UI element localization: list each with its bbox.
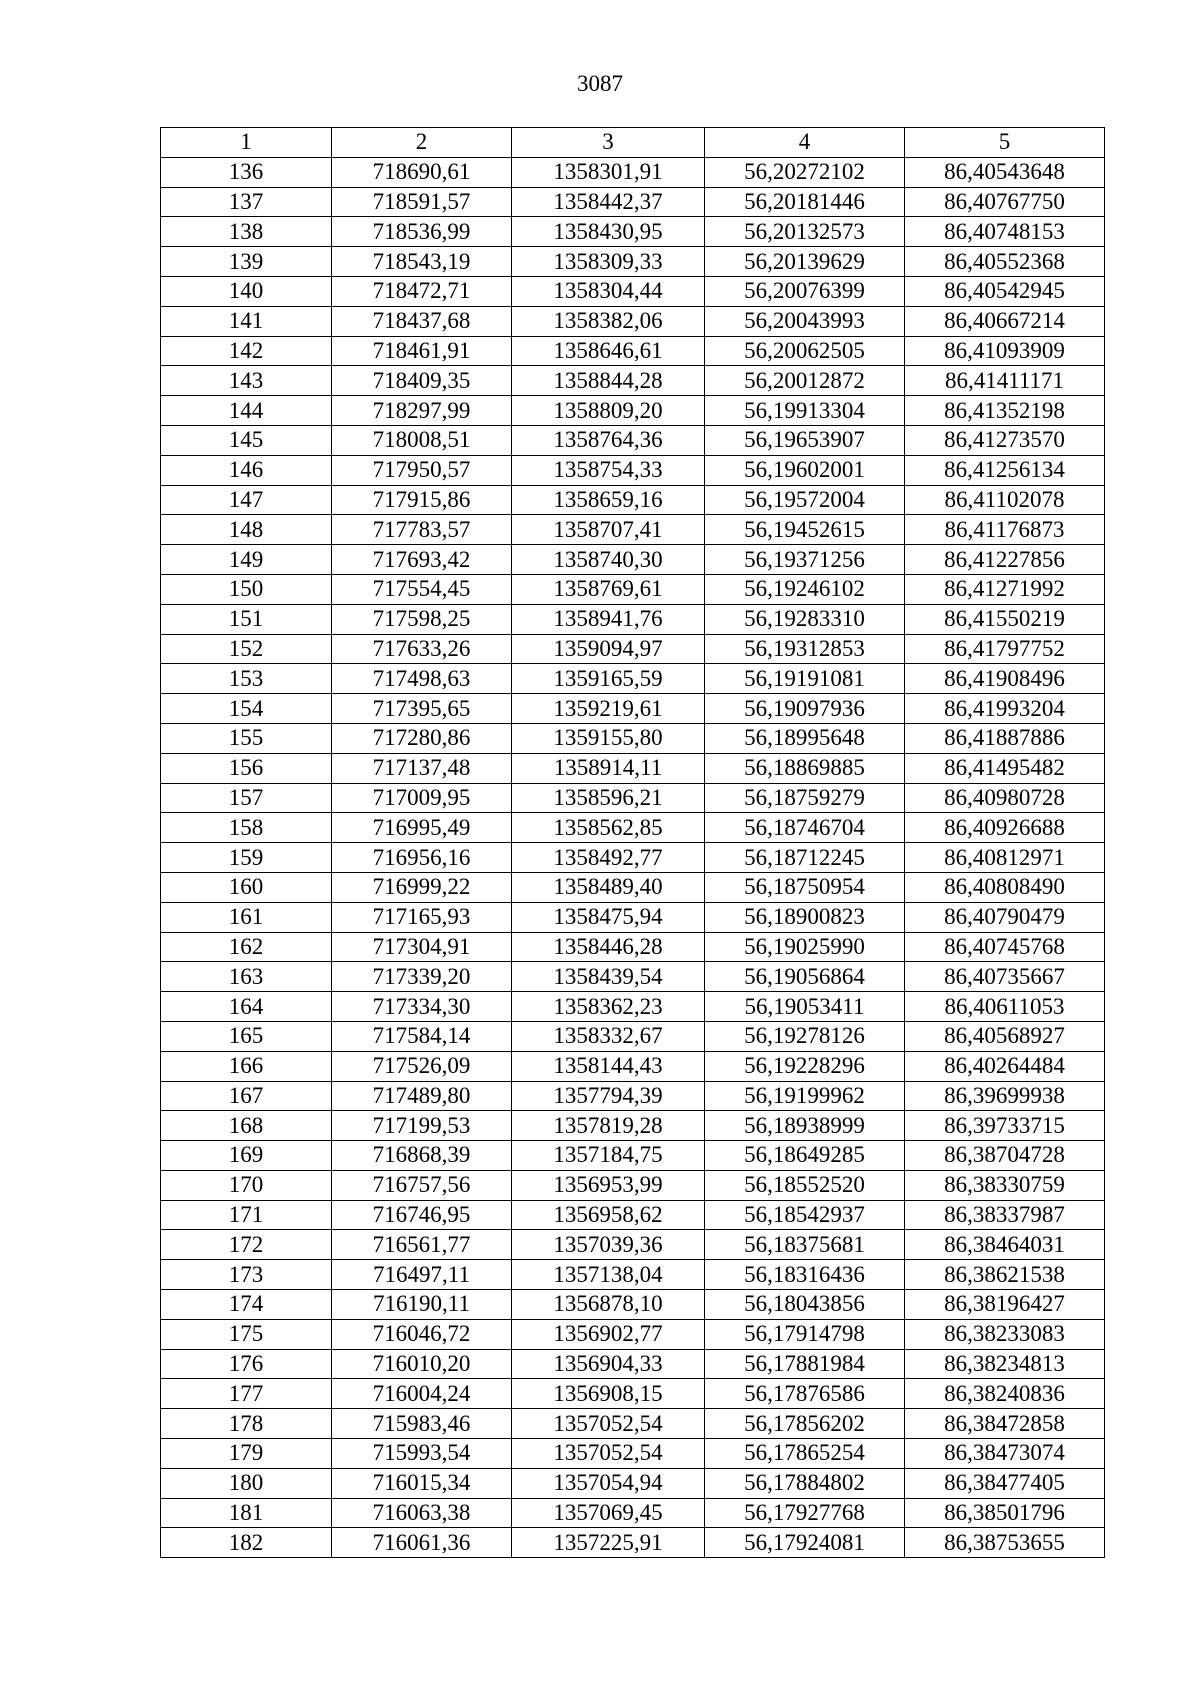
table-row: [161, 425, 1105, 455]
table-cell-col-4: 56,20272102: [705, 157, 905, 187]
table-cell-col-5: 86,40568927: [905, 1021, 1105, 1051]
header-row: [161, 128, 1105, 158]
table-row: [161, 1379, 1105, 1409]
table-cell-col-1: 144: [161, 396, 332, 426]
table-cell-col-2: 716004,24: [332, 1379, 512, 1409]
table-row: [161, 306, 1105, 336]
table-cell-col-1: 178: [161, 1409, 332, 1439]
table-row: [161, 1468, 1105, 1498]
table-cell-col-1: 137: [161, 187, 332, 217]
table-cell-col-5: 86,38621538: [905, 1260, 1105, 1290]
table-cell-col-5: 86,41887886: [905, 723, 1105, 753]
table-cell-col-4: 56,17914798: [705, 1319, 905, 1349]
table-cell-col-2: 716561,77: [332, 1230, 512, 1260]
table-cell-col-3: 1358446,28: [512, 932, 705, 962]
table-cell-col-5: 86,38337987: [905, 1200, 1105, 1230]
table-cell-col-2: 716010,20: [332, 1349, 512, 1379]
table-cell-col-5: 86,41102078: [905, 485, 1105, 515]
table-cell-col-1: 172: [161, 1230, 332, 1260]
table-cell-col-2: 717199,53: [332, 1111, 512, 1141]
table-cell-col-1: 140: [161, 276, 332, 306]
table-cell-col-1: 174: [161, 1290, 332, 1320]
table-cell-col-2: 716063,38: [332, 1498, 512, 1528]
table-cell-col-3: 1357184,75: [512, 1141, 705, 1171]
table-row: [161, 753, 1105, 783]
table-cell-col-5: 86,41271992: [905, 574, 1105, 604]
table-cell-col-4: 56,18938999: [705, 1111, 905, 1141]
table-cell-col-1: 167: [161, 1081, 332, 1111]
table-cell-col-2: 716497,11: [332, 1260, 512, 1290]
table-cell-col-1: 177: [161, 1379, 332, 1409]
table-cell-col-1: 182: [161, 1528, 332, 1558]
table-row: [161, 932, 1105, 962]
table-cell-col-2: 718461,91: [332, 336, 512, 366]
table-cell-col-3: 1358596,21: [512, 783, 705, 813]
table-cell-col-5: 86,38464031: [905, 1230, 1105, 1260]
table-cell-col-1: 158: [161, 813, 332, 843]
table-cell-col-4: 56,17856202: [705, 1409, 905, 1439]
table-cell-col-3: 1357052,54: [512, 1409, 705, 1439]
table-cell-col-4: 56,18043856: [705, 1290, 905, 1320]
table-cell-col-4: 56,19283310: [705, 604, 905, 634]
table-row: [161, 1170, 1105, 1200]
table-cell-col-3: 1358492,77: [512, 843, 705, 873]
table-cell-col-2: 717584,14: [332, 1021, 512, 1051]
table-cell-col-5: 86,38501796: [905, 1498, 1105, 1528]
table-cell-col-3: 1358646,61: [512, 336, 705, 366]
table-row: [161, 1319, 1105, 1349]
table-cell-col-2: 717498,63: [332, 664, 512, 694]
table-row: [161, 545, 1105, 575]
table-row: [161, 813, 1105, 843]
table-cell-col-4: 56,20132573: [705, 217, 905, 247]
table-cell-col-1: 149: [161, 545, 332, 575]
table-row: [161, 1528, 1105, 1558]
table-cell-col-3: 1357052,54: [512, 1439, 705, 1469]
table-cell-col-3: 1358754,33: [512, 455, 705, 485]
table-cell-col-4: 56,17881984: [705, 1349, 905, 1379]
table-cell-col-5: 86,38234813: [905, 1349, 1105, 1379]
table-row: [161, 455, 1105, 485]
table-cell-col-1: 169: [161, 1141, 332, 1171]
table-cell-col-1: 145: [161, 425, 332, 455]
table-cell-col-4: 56,18712245: [705, 843, 905, 873]
table-cell-col-1: 156: [161, 753, 332, 783]
table-cell-col-3: 1357794,39: [512, 1081, 705, 1111]
table-cell-col-5: 86,41227856: [905, 545, 1105, 575]
table-cell-col-3: 1358301,91: [512, 157, 705, 187]
table-cell-col-2: 717915,86: [332, 485, 512, 515]
table-row: [161, 962, 1105, 992]
table-cell-col-5: 86,40543648: [905, 157, 1105, 187]
table-cell-col-3: 1356908,15: [512, 1379, 705, 1409]
table-row: [161, 366, 1105, 396]
table-cell-col-3: 1358439,54: [512, 962, 705, 992]
table-row: [161, 1260, 1105, 1290]
table-cell-col-5: 86,38330759: [905, 1170, 1105, 1200]
table-row: [161, 1200, 1105, 1230]
table-cell-col-3: 1358382,06: [512, 306, 705, 336]
table-cell-col-4: 56,19602001: [705, 455, 905, 485]
table-cell-col-1: 165: [161, 1021, 332, 1051]
table-cell-col-4: 56,20043993: [705, 306, 905, 336]
table-row: [161, 515, 1105, 545]
table-cell-col-2: 717633,26: [332, 634, 512, 664]
table-row: [161, 604, 1105, 634]
table-cell-col-1: 152: [161, 634, 332, 664]
table-cell-col-2: 718409,35: [332, 366, 512, 396]
table-cell-col-2: 716868,39: [332, 1141, 512, 1171]
table-cell-col-2: 718008,51: [332, 425, 512, 455]
table-cell-col-4: 56,19025990: [705, 932, 905, 962]
table-cell-col-2: 718690,61: [332, 157, 512, 187]
table-cell-col-4: 56,18759279: [705, 783, 905, 813]
table-cell-col-2: 717598,25: [332, 604, 512, 634]
table-cell-col-3: 1357039,36: [512, 1230, 705, 1260]
table-row: [161, 1141, 1105, 1171]
table-cell-col-5: 86,41273570: [905, 425, 1105, 455]
table-cell-col-4: 56,19199962: [705, 1081, 905, 1111]
table-cell-col-5: 86,40926688: [905, 813, 1105, 843]
table-cell-col-3: 1357225,91: [512, 1528, 705, 1558]
table-cell-col-4: 56,18746704: [705, 813, 905, 843]
table-row: [161, 1021, 1105, 1051]
table-cell-col-2: 718591,57: [332, 187, 512, 217]
table-cell-col-5: 86,41993204: [905, 694, 1105, 724]
table-cell-col-3: 1358914,11: [512, 753, 705, 783]
table-cell-col-2: 716995,49: [332, 813, 512, 843]
table-cell-col-4: 56,17927768: [705, 1498, 905, 1528]
table-row: [161, 574, 1105, 604]
table-cell-col-5: 86,40808490: [905, 872, 1105, 902]
table-cell-col-2: 717009,95: [332, 783, 512, 813]
column-header-4: 4: [705, 128, 905, 158]
table-cell-col-1: 151: [161, 604, 332, 634]
table-cell-col-1: 147: [161, 485, 332, 515]
table-cell-col-5: 86,40790479: [905, 902, 1105, 932]
table-cell-col-1: 159: [161, 843, 332, 873]
table-cell-col-5: 86,39733715: [905, 1111, 1105, 1141]
table-cell-col-4: 56,19053411: [705, 992, 905, 1022]
table-cell-col-4: 56,19278126: [705, 1021, 905, 1051]
table-cell-col-5: 86,40264484: [905, 1051, 1105, 1081]
table-cell-col-5: 86,38472858: [905, 1409, 1105, 1439]
table-cell-col-1: 180: [161, 1468, 332, 1498]
table-cell-col-5: 86,40812971: [905, 843, 1105, 873]
table-cell-col-5: 86,41908496: [905, 664, 1105, 694]
table-cell-col-2: 716956,16: [332, 843, 512, 873]
column-header-3: 3: [512, 128, 705, 158]
table-cell-col-1: 142: [161, 336, 332, 366]
table-cell-col-3: 1358659,16: [512, 485, 705, 515]
table-cell-col-5: 86,41550219: [905, 604, 1105, 634]
table-cell-col-1: 162: [161, 932, 332, 962]
table-cell-col-1: 150: [161, 574, 332, 604]
table-cell-col-1: 168: [161, 1111, 332, 1141]
table-row: [161, 783, 1105, 813]
table-row: [161, 872, 1105, 902]
table-cell-col-3: 1358309,33: [512, 247, 705, 277]
table-cell-col-5: 86,40542945: [905, 276, 1105, 306]
table-cell-col-2: 716190,11: [332, 1290, 512, 1320]
table-cell-col-3: 1358844,28: [512, 366, 705, 396]
table-body: [161, 157, 1105, 1557]
table-cell-col-3: 1356904,33: [512, 1349, 705, 1379]
table-cell-col-2: 718543,19: [332, 247, 512, 277]
table-cell-col-4: 56,19191081: [705, 664, 905, 694]
table-cell-col-1: 146: [161, 455, 332, 485]
table-cell-col-5: 86,40748153: [905, 217, 1105, 247]
table-row: [161, 694, 1105, 724]
table-cell-col-2: 717693,42: [332, 545, 512, 575]
table-cell-col-5: 86,41093909: [905, 336, 1105, 366]
table-cell-col-5: 86,38473074: [905, 1439, 1105, 1469]
table-row: [161, 992, 1105, 1022]
table-cell-col-1: 175: [161, 1319, 332, 1349]
table-row: [161, 723, 1105, 753]
table-cell-col-5: 86,40745768: [905, 932, 1105, 962]
table-cell-col-1: 136: [161, 157, 332, 187]
table-cell-col-4: 56,17884802: [705, 1468, 905, 1498]
table-cell-col-5: 86,40767750: [905, 187, 1105, 217]
table-cell-col-1: 166: [161, 1051, 332, 1081]
table-cell-col-3: 1358489,40: [512, 872, 705, 902]
table-cell-col-5: 86,41495482: [905, 753, 1105, 783]
table-cell-col-3: 1358332,67: [512, 1021, 705, 1051]
table-cell-col-1: 138: [161, 217, 332, 247]
table-cell-col-4: 56,17876586: [705, 1379, 905, 1409]
table-cell-col-3: 1358144,43: [512, 1051, 705, 1081]
table-cell-col-5: 86,38477405: [905, 1468, 1105, 1498]
table-cell-col-3: 1358764,36: [512, 425, 705, 455]
table-cell-col-2: 715993,54: [332, 1439, 512, 1469]
table-cell-col-3: 1359165,59: [512, 664, 705, 694]
table-cell-col-4: 56,18750954: [705, 872, 905, 902]
table-row: [161, 1439, 1105, 1469]
table-row: [161, 1409, 1105, 1439]
table-cell-col-2: 716757,56: [332, 1170, 512, 1200]
table-cell-col-4: 56,19228296: [705, 1051, 905, 1081]
table-cell-col-4: 56,19371256: [705, 545, 905, 575]
table-cell-col-5: 86,41256134: [905, 455, 1105, 485]
table-cell-col-2: 716746,95: [332, 1200, 512, 1230]
table-cell-col-5: 86,40667214: [905, 306, 1105, 336]
table-cell-col-2: 718437,68: [332, 306, 512, 336]
table-cell-col-5: 86,40611053: [905, 992, 1105, 1022]
table-cell-col-4: 56,18995648: [705, 723, 905, 753]
table-cell-col-3: 1358707,41: [512, 515, 705, 545]
table-cell-col-2: 716061,36: [332, 1528, 512, 1558]
table-cell-col-3: 1359094,97: [512, 634, 705, 664]
table-cell-col-4: 56,19312853: [705, 634, 905, 664]
table-cell-col-3: 1357138,04: [512, 1260, 705, 1290]
table-cell-col-4: 56,19572004: [705, 485, 905, 515]
table-cell-col-1: 141: [161, 306, 332, 336]
table-row: [161, 396, 1105, 426]
table-cell-col-2: 717950,57: [332, 455, 512, 485]
table-cell-col-4: 56,18316436: [705, 1260, 905, 1290]
table-row: [161, 336, 1105, 366]
table-cell-col-2: 717489,80: [332, 1081, 512, 1111]
table-cell-col-5: 86,38704728: [905, 1141, 1105, 1171]
table-cell-col-2: 717339,20: [332, 962, 512, 992]
table-cell-col-2: 717526,09: [332, 1051, 512, 1081]
table-cell-col-1: 154: [161, 694, 332, 724]
table-cell-col-3: 1358442,37: [512, 187, 705, 217]
table-row: [161, 217, 1105, 247]
table-cell-col-1: 153: [161, 664, 332, 694]
table-cell-col-3: 1356958,62: [512, 1200, 705, 1230]
table-cell-col-4: 56,20012872: [705, 366, 905, 396]
table-cell-col-3: 1359219,61: [512, 694, 705, 724]
table-cell-col-3: 1358304,44: [512, 276, 705, 306]
table-cell-col-1: 163: [161, 962, 332, 992]
table-cell-col-2: 718472,71: [332, 276, 512, 306]
column-header-5: 5: [905, 128, 1105, 158]
table-cell-col-5: 86,41352198: [905, 396, 1105, 426]
table-cell-col-2: 715983,46: [332, 1409, 512, 1439]
table-cell-col-4: 56,18542937: [705, 1200, 905, 1230]
table-row: [161, 1111, 1105, 1141]
table-cell-col-4: 56,18552520: [705, 1170, 905, 1200]
coordinates-table: [160, 127, 1105, 1558]
table-cell-col-3: 1357819,28: [512, 1111, 705, 1141]
table-cell-col-3: 1358809,20: [512, 396, 705, 426]
table-cell-col-4: 56,18649285: [705, 1141, 905, 1171]
table-cell-col-5: 86,40980728: [905, 783, 1105, 813]
table-cell-col-3: 1356902,77: [512, 1319, 705, 1349]
table-cell-col-2: 717137,48: [332, 753, 512, 783]
table-cell-col-3: 1359155,80: [512, 723, 705, 753]
table-cell-col-2: 716015,34: [332, 1468, 512, 1498]
table-cell-col-5: 86,38240836: [905, 1379, 1105, 1409]
table-cell-col-1: 157: [161, 783, 332, 813]
table-cell-col-1: 143: [161, 366, 332, 396]
table-cell-col-3: 1358941,76: [512, 604, 705, 634]
table-cell-col-1: 176: [161, 1349, 332, 1379]
table-cell-col-3: 1357054,94: [512, 1468, 705, 1498]
table-cell-col-4: 56,18900823: [705, 902, 905, 932]
table-row: [161, 664, 1105, 694]
table-cell-col-4: 56,19097936: [705, 694, 905, 724]
table-row: [161, 634, 1105, 664]
table-cell-col-4: 56,20139629: [705, 247, 905, 277]
column-header-1: 1: [161, 128, 332, 158]
table-cell-col-3: 1356878,10: [512, 1290, 705, 1320]
table-row: [161, 1230, 1105, 1260]
table-cell-col-4: 56,19913304: [705, 396, 905, 426]
table-cell-col-5: 86,41411171: [905, 366, 1105, 396]
table-cell-col-2: 717304,91: [332, 932, 512, 962]
table-cell-col-3: 1357069,45: [512, 1498, 705, 1528]
table-cell-col-3: 1358362,23: [512, 992, 705, 1022]
table-cell-col-3: 1358562,85: [512, 813, 705, 843]
table-cell-col-1: 139: [161, 247, 332, 277]
table-cell-col-4: 56,18375681: [705, 1230, 905, 1260]
table-row: [161, 485, 1105, 515]
table-cell-col-2: 717395,65: [332, 694, 512, 724]
table-cell-col-4: 56,19246102: [705, 574, 905, 604]
table-cell-col-3: 1358475,94: [512, 902, 705, 932]
table-cell-col-4: 56,17924081: [705, 1528, 905, 1558]
table-cell-col-5: 86,38233083: [905, 1319, 1105, 1349]
table-cell-col-1: 171: [161, 1200, 332, 1230]
table-cell-col-2: 716046,72: [332, 1319, 512, 1349]
table-cell-col-1: 170: [161, 1170, 332, 1200]
table-cell-col-1: 148: [161, 515, 332, 545]
table-cell-col-4: 56,20062505: [705, 336, 905, 366]
table-cell-col-2: 717783,57: [332, 515, 512, 545]
table-row: [161, 1081, 1105, 1111]
table-cell-col-4: 56,19056864: [705, 962, 905, 992]
table-row: [161, 276, 1105, 306]
table-cell-col-5: 86,38196427: [905, 1290, 1105, 1320]
table-row: [161, 1051, 1105, 1081]
table-cell-col-5: 86,41797752: [905, 634, 1105, 664]
table-cell-col-3: 1358740,30: [512, 545, 705, 575]
table-row: [161, 187, 1105, 217]
table-cell-col-3: 1358430,95: [512, 217, 705, 247]
table-cell-col-3: 1358769,61: [512, 574, 705, 604]
table-header: [161, 128, 1105, 158]
table-cell-col-5: 86,40552368: [905, 247, 1105, 277]
column-header-2: 2: [332, 128, 512, 158]
table-cell-col-5: 86,41176873: [905, 515, 1105, 545]
table-cell-col-1: 173: [161, 1260, 332, 1290]
table-cell-col-2: 717334,30: [332, 992, 512, 1022]
table-cell-col-2: 716999,22: [332, 872, 512, 902]
table-cell-col-1: 155: [161, 723, 332, 753]
table-cell-col-4: 56,20181446: [705, 187, 905, 217]
table-cell-col-4: 56,19452615: [705, 515, 905, 545]
table-cell-col-5: 86,40735667: [905, 962, 1105, 992]
table-cell-col-3: 1356953,99: [512, 1170, 705, 1200]
table-row: [161, 1349, 1105, 1379]
table-cell-col-1: 161: [161, 902, 332, 932]
table-cell-col-1: 181: [161, 1498, 332, 1528]
table-cell-col-4: 56,17865254: [705, 1439, 905, 1469]
table-cell-col-1: 160: [161, 872, 332, 902]
table-cell-col-2: 718297,99: [332, 396, 512, 426]
table-cell-col-2: 718536,99: [332, 217, 512, 247]
table-row: [161, 902, 1105, 932]
table-cell-col-2: 717280,86: [332, 723, 512, 753]
page-number: 3087: [577, 71, 623, 96]
table-cell-col-1: 179: [161, 1439, 332, 1469]
table-cell-col-4: 56,18869885: [705, 753, 905, 783]
table-cell-col-1: 164: [161, 992, 332, 1022]
table-cell-col-4: 56,20076399: [705, 276, 905, 306]
table-row: [161, 247, 1105, 277]
table-cell-col-4: 56,19653907: [705, 425, 905, 455]
table-cell-col-2: 717165,93: [332, 902, 512, 932]
table-row: [161, 1498, 1105, 1528]
table-cell-col-2: 717554,45: [332, 574, 512, 604]
table-row: [161, 157, 1105, 187]
table-row: [161, 843, 1105, 873]
table-row: [161, 1290, 1105, 1320]
table-cell-col-5: 86,38753655: [905, 1528, 1105, 1558]
table-cell-col-5: 86,39699938: [905, 1081, 1105, 1111]
